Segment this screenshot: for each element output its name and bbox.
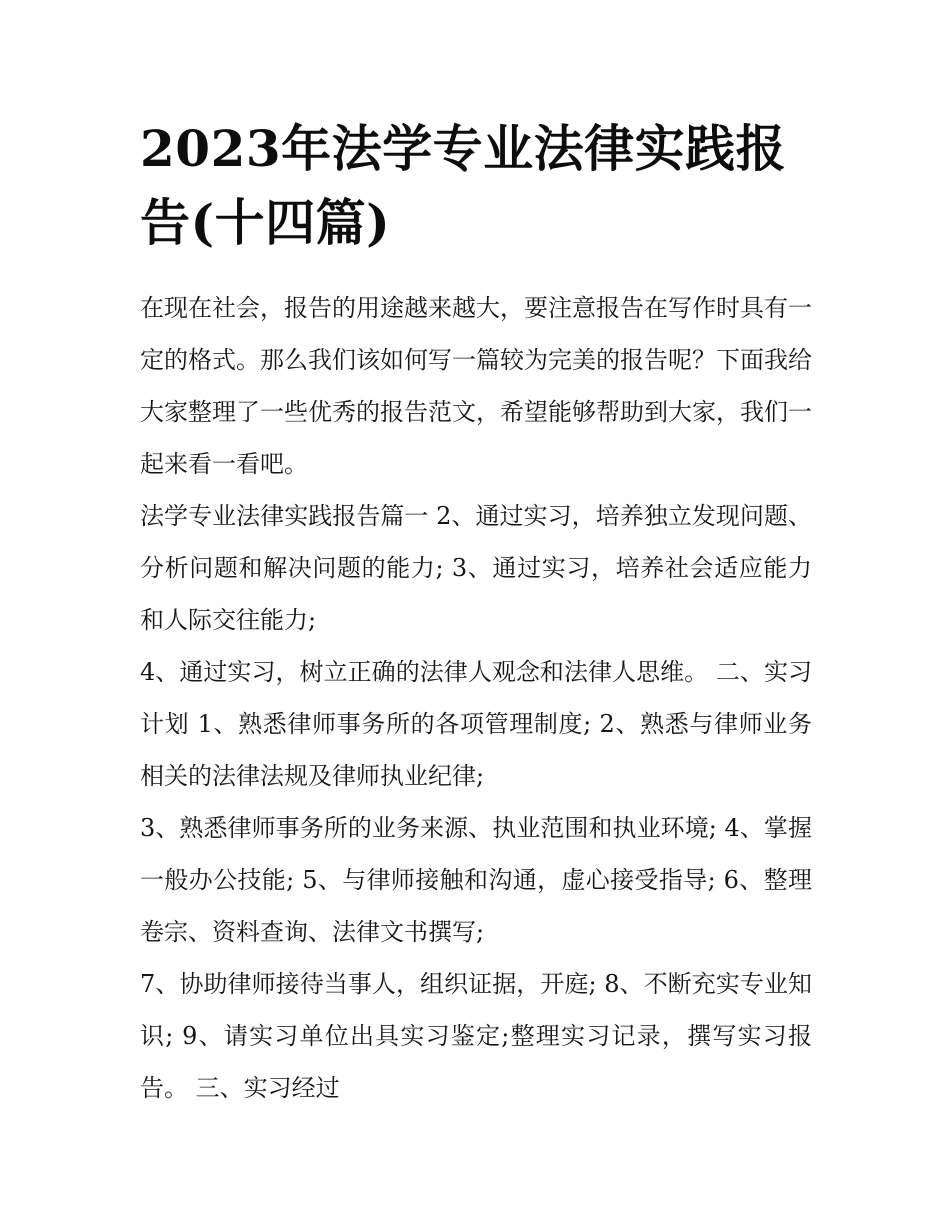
document-title: 2023年法学专业法律实践报告(十四篇) [140,119,787,252]
body-paragraph-3: 3、熟悉律师事务所的业务来源、执业范围和执业环境; 4、掌握一般办公技能; 5、与律师接触和沟通，虚心接受指导; 6、整理卷宗、资料查询、法律文书撰写; [140,814,812,946]
body-paragraph-1: 法学专业法律实践报告篇一 2、通过实习，培养独立发现问题、分析问题和解决问题的能力; 3、通过实习，培养社会适应能力和人际交往能力; [140,502,812,634]
document-page [140,112,812,1114]
body-paragraph-4: 7、协助律师接待当事人，组织证据，开庭; 8、不断充实专业知识; 9、请实习单位出具实习鉴定;整理实习记录，撰写实习报告。 三、实习经过 [140,970,812,1102]
intro-paragraph: 在现在社会，报告的用途越来越大，要注意报告在写作时具有一定的格式。那么我们该如何写一篇较为完美的报告呢？下面我给大家整理了一些优秀的报告范文，希望能够帮助到大家，我们一起来看一看吧。 [140,294,812,478]
body-paragraph-2: 4、通过实习，树立正确的法律人观念和法律人思维。 二、实习计划 1、熟悉律师事务所的各项管理制度; 2、熟悉与律师业务相关的法律法规及律师执业纪律; [140,658,812,790]
